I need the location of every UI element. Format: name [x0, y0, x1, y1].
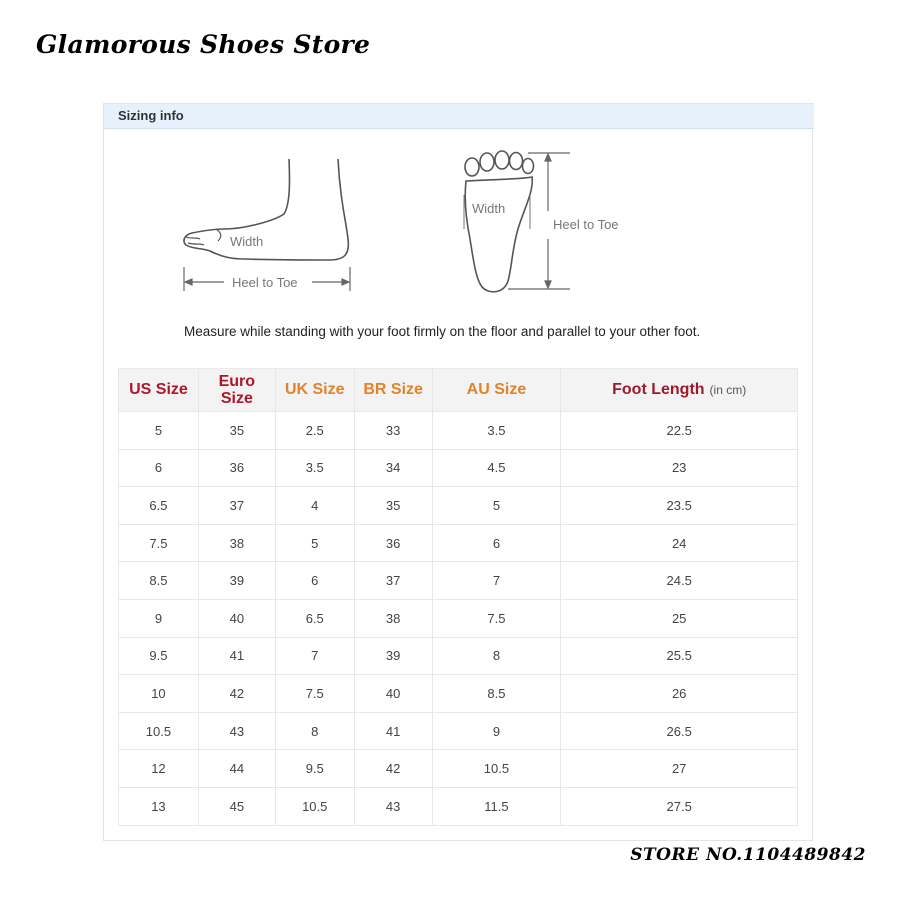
au-size-cell: 5 [432, 487, 561, 525]
col-us-size: US Size [119, 369, 199, 412]
br-size-cell: 38 [354, 599, 432, 637]
euro-size-cell: 44 [198, 750, 275, 788]
foot-length-cell: 27.5 [561, 787, 798, 825]
uk-size-cell: 10.5 [275, 787, 354, 825]
euro-size-cell: 40 [198, 599, 275, 637]
us-size-cell: 5 [119, 412, 199, 450]
sole-length-label: Heel to Toe [553, 217, 619, 232]
euro-size-cell: 38 [198, 524, 275, 562]
table-row [119, 524, 798, 562]
foot-length-cell: 26.5 [561, 712, 798, 750]
side-width-label: Width [230, 234, 264, 249]
foot-length-cell: 23 [561, 449, 798, 487]
br-size-cell: 36 [354, 524, 432, 562]
foot-length-cell: 25.5 [561, 637, 798, 675]
col-foot-length-unit: (in cm) [709, 383, 747, 397]
au-size-cell: 8 [432, 637, 561, 675]
au-size-cell: 10.5 [432, 750, 561, 788]
br-size-cell: 42 [354, 750, 432, 788]
euro-size-cell: 45 [198, 787, 275, 825]
euro-size-cell: 35 [198, 412, 275, 450]
foot-sole-view-icon [465, 151, 534, 292]
au-size-cell: 9 [432, 712, 561, 750]
euro-size-cell: 37 [198, 487, 275, 525]
table-row [119, 712, 798, 750]
au-size-cell: 7 [432, 562, 561, 600]
au-size-cell: 3.5 [432, 412, 561, 450]
table-row [119, 449, 798, 487]
au-size-cell: 4.5 [432, 449, 561, 487]
uk-size-cell: 4 [275, 487, 354, 525]
uk-size-cell: 8 [275, 712, 354, 750]
uk-size-cell: 3.5 [275, 449, 354, 487]
col-foot-length-label: Foot Length [612, 381, 705, 398]
au-size-cell: 8.5 [432, 675, 561, 713]
foot-side-view-icon [184, 159, 348, 260]
size-chart-table [118, 368, 798, 826]
foot-length-cell: 23.5 [561, 487, 798, 525]
br-size-cell: 41 [354, 712, 432, 750]
uk-size-cell: 2.5 [275, 412, 354, 450]
us-size-cell: 6 [119, 449, 199, 487]
br-size-cell: 40 [354, 675, 432, 713]
br-size-cell: 37 [354, 562, 432, 600]
us-size-cell: 10 [119, 675, 199, 713]
foot-length-cell: 27 [561, 750, 798, 788]
store-title: Glamorous Shoes Store [36, 30, 371, 59]
table-row [119, 599, 798, 637]
foot-length-cell: 24 [561, 524, 798, 562]
uk-size-cell: 7 [275, 637, 354, 675]
panel-header-title: Sizing info [118, 108, 184, 123]
foot-length-cell: 22.5 [561, 412, 798, 450]
table-row [119, 675, 798, 713]
uk-size-cell: 7.5 [275, 675, 354, 713]
au-size-cell: 7.5 [432, 599, 561, 637]
uk-size-cell: 6 [275, 562, 354, 600]
us-size-cell: 8.5 [119, 562, 199, 600]
uk-size-cell: 5 [275, 524, 354, 562]
br-size-cell: 35 [354, 487, 432, 525]
foot-length-cell: 26 [561, 675, 798, 713]
euro-size-cell: 41 [198, 637, 275, 675]
col-uk-size: UK Size [275, 369, 354, 412]
euro-size-cell: 39 [198, 562, 275, 600]
us-size-cell: 7.5 [119, 524, 199, 562]
euro-size-cell: 43 [198, 712, 275, 750]
table-row [119, 787, 798, 825]
table-row [119, 750, 798, 788]
col-au-size: AU Size [432, 369, 561, 412]
table-row [119, 637, 798, 675]
br-size-cell: 39 [354, 637, 432, 675]
col-br-size: BR Size [354, 369, 432, 412]
table-row [119, 487, 798, 525]
col-euro-size [198, 369, 275, 412]
col-euro-size-line2: Size [220, 390, 253, 407]
us-size-cell: 9 [119, 599, 199, 637]
table-row [119, 562, 798, 600]
sole-width-label: Width [472, 201, 506, 216]
us-size-cell: 13 [119, 787, 199, 825]
uk-size-cell: 6.5 [275, 599, 354, 637]
br-size-cell: 33 [354, 412, 432, 450]
measure-instruction: Measure while standing with your foot firmly on the floor and parallel to your other foot. [184, 324, 701, 339]
table-header-row [119, 369, 798, 412]
br-size-cell: 34 [354, 449, 432, 487]
us-size-cell: 6.5 [119, 487, 199, 525]
store-number: STORE NO.1104489842 [630, 845, 866, 865]
au-size-cell: 6 [432, 524, 561, 562]
foot-diagrams [104, 129, 814, 319]
side-length-label: Heel to Toe [232, 275, 298, 290]
col-euro-size-line1: Euro [218, 373, 256, 390]
euro-size-cell: 36 [198, 449, 275, 487]
foot-length-cell: 25 [561, 599, 798, 637]
size-rows [119, 412, 798, 826]
euro-size-cell: 42 [198, 675, 275, 713]
us-size-cell: 10.5 [119, 712, 199, 750]
uk-size-cell: 9.5 [275, 750, 354, 788]
us-size-cell: 12 [119, 750, 199, 788]
col-foot-length [561, 369, 798, 412]
table-row [119, 412, 798, 450]
us-size-cell: 9.5 [119, 637, 199, 675]
foot-length-cell: 24.5 [561, 562, 798, 600]
br-size-cell: 43 [354, 787, 432, 825]
au-size-cell: 11.5 [432, 787, 561, 825]
panel-header [104, 103, 814, 129]
